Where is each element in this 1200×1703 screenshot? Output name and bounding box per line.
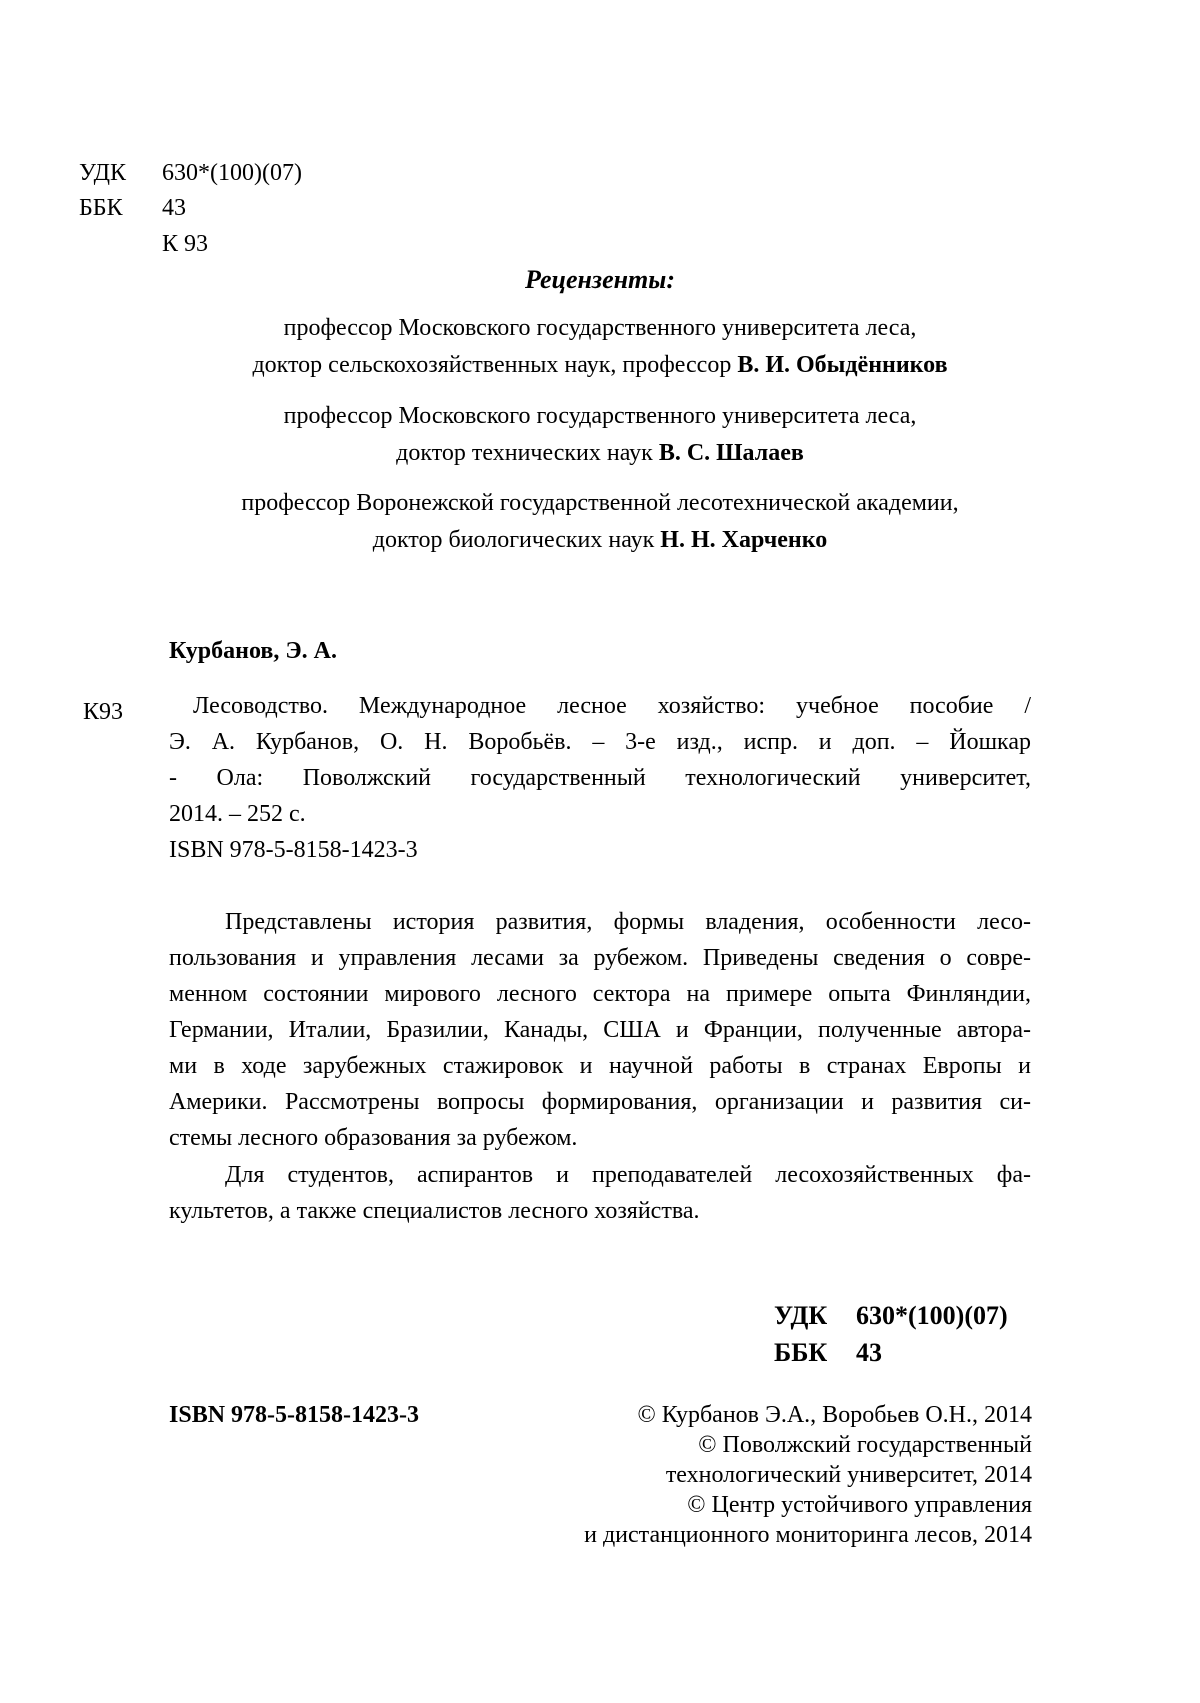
copyright-block — [584, 1400, 1032, 1550]
annotation-paragraph-2 — [169, 1157, 1031, 1229]
isbn-bold: ISBN 978-5-8158-1423-3 — [169, 1402, 419, 1428]
author-mark: К 93 — [162, 231, 209, 257]
copyright-line: © Центр устойчивого управления — [687, 1492, 1032, 1518]
reviewer-2-name: В. С. Шалаев — [658, 440, 804, 466]
author-heading: Курбанов, Э. А. — [169, 638, 337, 664]
copyright-line: и дистанционного мониторинга лесов, 2014 — [584, 1522, 1032, 1548]
reviewer-3-degree: доктор биологических наук Н. Н. Харченко — [372, 527, 828, 553]
reviewer-1 — [160, 310, 1040, 384]
reviewer-2-position: профессор Московского государственного университета леса, — [283, 403, 917, 429]
annotation-line: ми в ходе зарубежных стажировок и научной работы в странах Европы и — [169, 1053, 1031, 1079]
udk-value: 630*(100)(07) — [162, 160, 302, 186]
bbk-value: 43 — [162, 195, 186, 221]
annotation-line: менном состоянии мирового лесного сектора на примере опыта Финляндии, — [169, 981, 1031, 1007]
reviewers-title: Рецензенты: — [525, 265, 675, 294]
bib-isbn: ISBN 978-5-8158-1423-3 — [169, 837, 418, 863]
bib-line-4: 2014. – 252 с. — [169, 801, 306, 827]
reviewer-2-degree: доктор технических наук В. С. Шалаев — [396, 440, 804, 466]
reviewer-3-position: профессор Воронежской государственной лесотехнической академии, — [241, 490, 959, 516]
bib-line-2: Э. А. Курбанов, О. Н. Воробьёв. – 3-е изд., испр. и доп. – Йошкар — [169, 729, 1031, 755]
bbk-label: ББК — [79, 195, 123, 221]
bib-line-1: Лесоводство. Международное лесное хозяйство: учебное пособие / — [193, 693, 1031, 719]
bib-line-3: - Ола: Поволжский государственный технологический университет, — [169, 765, 1031, 791]
annotation-line: пользования и управления лесами за рубежом. Приведены сведения о совре- — [169, 945, 1031, 971]
reviewer-1-position: профессор Московского государственного университета леса, — [283, 315, 917, 341]
reviewer-3 — [160, 485, 1040, 559]
udk-label: УДК — [79, 160, 126, 186]
bbk-value-bottom: 43 — [856, 1338, 882, 1367]
annotation-line: культетов, а также специалистов лесного хозяйства. — [169, 1198, 700, 1224]
annotation-line: стемы лесного образования за рубежом. — [169, 1125, 578, 1151]
copyright-line: технологический университет, 2014 — [665, 1462, 1032, 1488]
annotation-line: Германии, Италии, Бразилии, Канады, США и Франции, полученные автора- — [169, 1017, 1031, 1043]
annotation-paragraph-1 — [169, 904, 1031, 1156]
udk-label-bottom: УДК — [774, 1301, 828, 1330]
annotation-line: Америки. Рассмотрены вопросы формирования, организации и развития си- — [169, 1089, 1031, 1115]
udk-value-bottom: 630*(100)(07) — [856, 1301, 1008, 1330]
copyright-line: © Поволжский государственный — [698, 1432, 1032, 1458]
reviewer-3-name: Н. Н. Харченко — [660, 527, 828, 553]
annotation-line: Для студентов, аспирантов и преподавателей лесохозяйственных фа- — [225, 1162, 1031, 1188]
author-mark-side: К93 — [83, 699, 124, 725]
reviewer-2 — [160, 398, 1040, 472]
bbk-label-bottom: ББК — [774, 1338, 828, 1367]
bibliographic-description — [169, 688, 1031, 868]
reviewer-1-name: В. И. Обыдёнников — [737, 352, 948, 378]
reviewer-1-degree: доктор сельскохозяйственных наук, профессор В. И. Обыдёнников — [252, 352, 948, 378]
annotation-line: Представлены история развития, формы владения, особенности лесо- — [225, 909, 1031, 935]
copyright-line: © Курбанов Э.А., Воробьев О.Н., 2014 — [637, 1402, 1032, 1428]
